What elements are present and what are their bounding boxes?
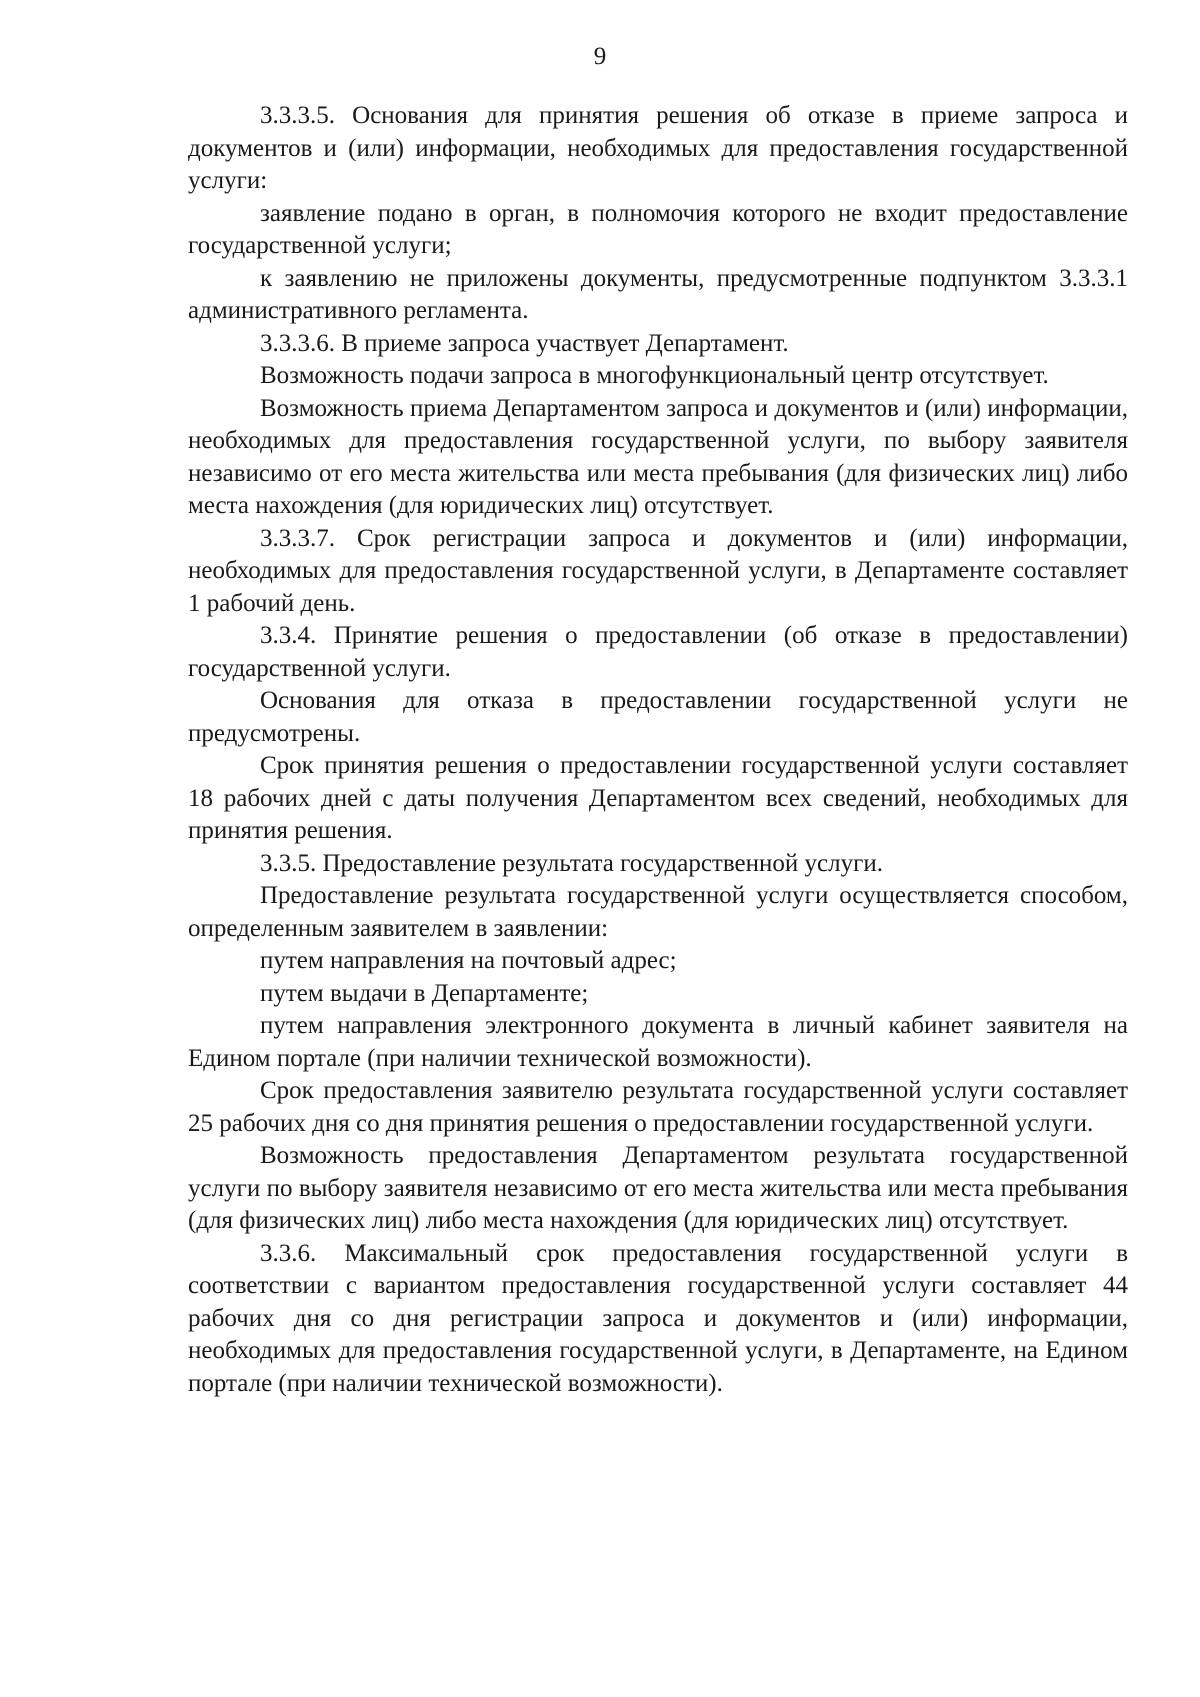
- paragraph: 3.3.4. Принятие решения о предоставлении (об отказе в предоставлении) государственной услуги.: [188, 622, 1128, 682]
- paragraph: Возможность приема Департаментом запроса и документов и (или) информации, необходимых для предоставления государственной услуги, по выбору заявителя независимо от его места жительства или места пребывания (для физических лиц) либо места нахождения (для юридических лиц) отсутствует.: [188, 394, 1128, 519]
- paragraph: 3.3.5. Предоставление результата государственной услуги.: [260, 849, 883, 877]
- paragraph: Возможность предоставления Департаментом результата государственной услуги по выбору заявителя независимо от его места жительства или места пребывания (для физических лиц) либо места нахождения (для юридических лиц) отсутствует.: [188, 1142, 1128, 1234]
- paragraph: Возможность подачи запроса в многофункциональный центр отсутствует.: [260, 362, 1049, 389]
- paragraph: 3.3.6. Максимальный срок предоставления государственной услуги в соответствии с вариантом предоставления государственной услуги составляет 44 рабочих дня со дня регистрации запроса и документов и (или) информации, необходимых для предоставления государственной услуги, в Департаменте, на Едином портале (при наличии технической возможности).: [188, 1239, 1128, 1397]
- document-body: [188, 100, 1128, 1400]
- paragraph: к заявлению не приложены документы, предусмотренные подпунктом 3.3.3.1 административного регламента.: [188, 264, 1128, 324]
- paragraph: Срок предоставления заявителю результата государственной услуги составляет 25 рабочих дня со дня принятия решения о предоставлении государственной услуги.: [188, 1077, 1128, 1137]
- paragraph: заявление подано в орган, в полномочия которого не входит предоставление государственной услуги;: [188, 199, 1128, 259]
- paragraph: 3.3.3.5. Основания для принятия решения об отказе в приеме запроса и документов и (или) информации, необходимых для предоставления государственной услуги:: [188, 102, 1128, 194]
- paragraph: Срок принятия решения о предоставлении государственной услуги составляет 18 рабочих дней с даты получения Департаментом всех сведений, необходимых для принятия решения.: [188, 752, 1128, 844]
- paragraph: путем направления на почтовый адрес;: [260, 947, 677, 974]
- paragraph: Основания для отказа в предоставлении государственной услуги не предусмотрены.: [188, 687, 1128, 747]
- paragraph: путем направления электронного документа в личный кабинет заявителя на Едином портале (при наличии технической возможности).: [188, 1012, 1128, 1072]
- paragraph: 3.3.3.6. В приеме запроса участвует Департамент.: [260, 329, 789, 357]
- paragraph: Предоставление результата государственной услуги осуществляется способом, определенным заявителем в заявлении:: [188, 882, 1128, 942]
- page-number: 9: [593, 43, 607, 70]
- paragraph: 3.3.3.7. Срок регистрации запроса и документов и (или) информации, необходимых для предоставления государственной услуги, в Департаменте составляет 1 рабочий день.: [188, 524, 1128, 617]
- paragraph: путем выдачи в Департаменте;: [260, 979, 589, 1007]
